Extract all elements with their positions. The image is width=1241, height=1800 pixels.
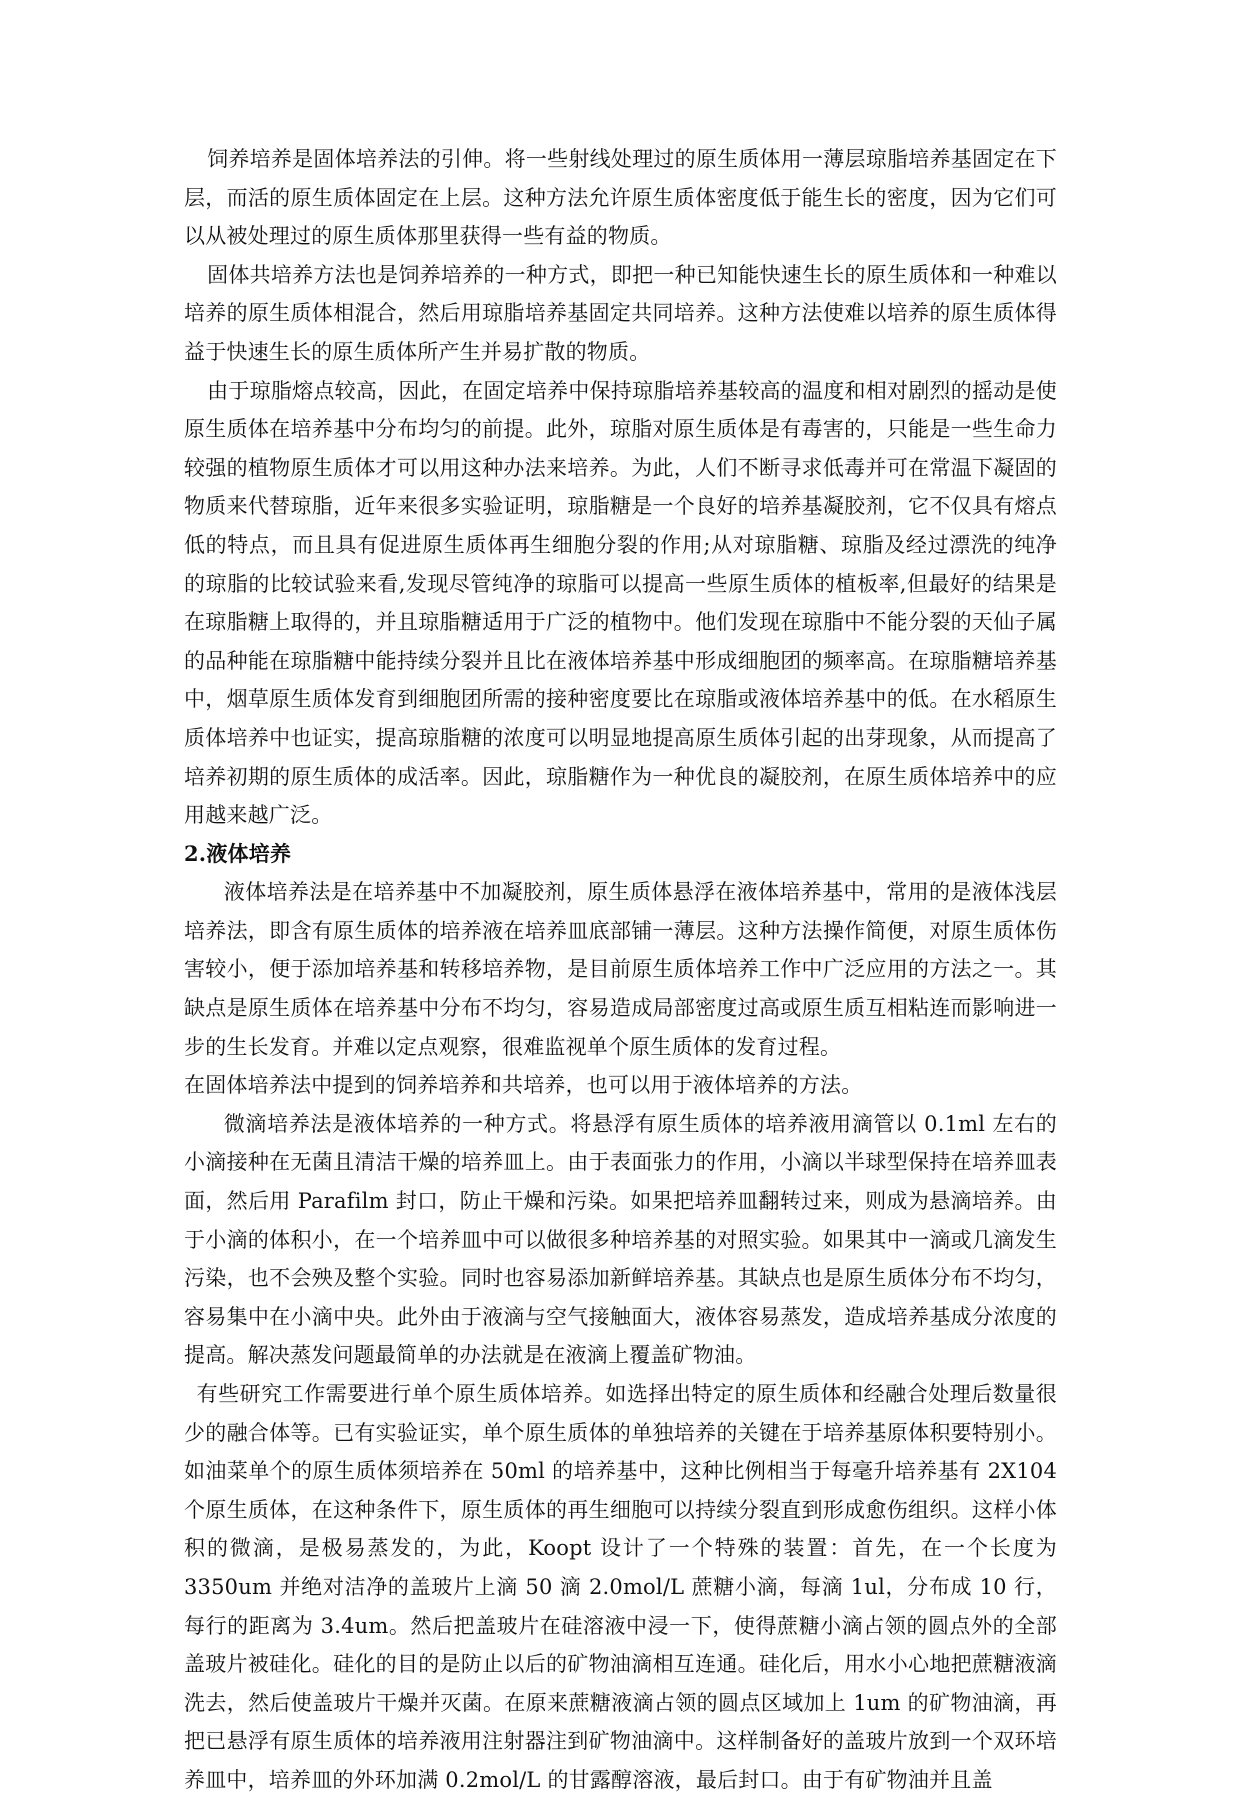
- paragraph-single-protoplast: 有些研究工作需要进行单个原生质体培养。如选择出特定的原生质体和经融合处理后数量很少的融合体等。已有实验证实，单个原生质体的单独培养的关键在于培养基原体积要特别小。如油菜单个的原生质体须培养在 50ml 的培养基中，这种比例相当于每毫升培养基有 2X104 个原生质体，在这种条件下，原生质体的再生细胞可以持续分裂直到形成愈伤组织。这样小体积的微滴，是极易蒸发的，为此，Koopt 设计了一个特殊的装置：首先，在一个长度为 3350um 并绝对洁净的盖玻片上滴 50 滴 2.0mol/L 蔗糖小滴，每滴 1ul，分布成 10 行，每行的距离为 3.4um。然后把盖玻片在硅溶液中浸一下，使得蔗糖小滴占领的圆点外的全部盖玻片被硅化。硅化的目的是防止以后的矿物油滴相互连通。硅化后，用水小心地把蔗糖液滴洗去，然后使盖玻片干燥并灭菌。在原来蔗糖液滴占领的圆点区域加上 1um 的矿物油滴，再把已悬浮有原生质体的培养液用注射器注到矿物油滴中。这样制备好的盖玻片放到一个双环培养皿中，培养皿的外环加满 0.2mol/L 的甘露醇溶液，最后封口。由于有矿物油并且盖: [184, 1382, 1057, 1792]
- section-heading-liquid-culture: 2.液体培养: [184, 840, 292, 866]
- paragraph-liquid-feeder: 在固体培养法中提到的饲养培养和共培养，也可以用于液体培养的方法。: [184, 1073, 863, 1098]
- paragraph-agarose: 由于琼脂熔点较高，因此，在固定培养中保持琼脂培养基较高的温度和相对剧烈的摇动是使原生质体在培养基中分布均匀的前提。此外，琼脂对原生质体是有毒害的，只能是一些生命力较强的植物原生质体才可以用这种办法来培养。为此，人们不断寻求低毒并可在常温下凝固的物质来代替琼脂，近年来很多实验证明，琼脂糖是一个良好的培养基凝胶剂，它不仅具有熔点低的特点，而且具有促进原生质体再生细胞分裂的作用;从对琼脂糖、琼脂及经过漂洗的纯净的琼脂的比较试验来看,发现尽管纯净的琼脂可以提高一些原生质体的植板率,但最好的结果是在琼脂糖上取得的，并且琼脂糖适用于广泛的植物中。他们发现在琼脂中不能分裂的天仙子属的品种能在琼脂糖中能持续分裂并且比在液体培养基中形成细胞团的频率高。在琼脂糖培养基中，烟草原生质体发育到细胞团所需的接种密度要比在琼脂或液体培养基中的低。在水稻原生质体培养中也证实，提高琼脂糖的浓度可以明显地提高原生质体引起的出芽现象，从而提高了培养初期的原生质体的成活率。因此，琼脂糖作为一种优良的凝胶剂，在原生质体培养中的应用越来越广泛。: [184, 378, 1057, 828]
- document-page: [184, 140, 1057, 1800]
- paragraph-feeder-culture: 饲养培养是固体培养法的引伸。将一些射线处理过的原生质体用一薄层琼脂培养基固定在下层，而活的原生质体固定在上层。这种方法允许原生质体密度低于能生长的密度，因为它们可以从被处理过的原生质体那里获得一些有益的物质。: [184, 147, 1057, 249]
- paragraph-liquid-culture: 液体培养法是在培养基中不加凝胶剂，原生质体悬浮在液体培养基中，常用的是液体浅层培养法，即含有原生质体的培养液在培养皿底部铺一薄层。这种方法操作简便，对原生质体伤害较小，便于添加培养基和转移培养物，是目前原生质体培养工作中广泛应用的方法之一。其缺点是原生质体在培养基中分布不均匀，容易造成局部密度过高或原生质互相粘连而影响进一步的生长发育。并难以定点观察，很难监视单个原生质体的发育过程。: [184, 880, 1057, 1059]
- paragraph-microdrop-culture: 微滴培养法是液体培养的一种方式。将悬浮有原生质体的培养液用滴管以 0.1ml 左右的小滴接种在无菌且清洁干燥的培养皿上。由于表面张力的作用，小滴以半球型保持在培养皿表面，然后用 Parafilm 封口，防止干燥和污染。如果把培养皿翻转过来，则成为悬滴培养。由于小滴的体积小，在一个培养皿中可以做很多种培养基的对照实验。如果其中一滴或几滴发生污染，也不会殃及整个实验。同时也容易添加新鲜培养基。其缺点也是原生质体分布不均匀，容易集中在小滴中央。此外由于液滴与空气接触面大，液体容易蒸发，造成培养基成分浓度的提高。解决蒸发问题最简单的办法就是在液滴上覆盖矿物油。: [184, 1111, 1057, 1368]
- paragraph-co-culture: 固体共培养方法也是饲养培养的一种方式，即把一种已知能快速生长的原生质体和一种难以培养的原生质体相混合，然后用琼脂培养基固定共同培养。这种方法使难以培养的原生质体得益于快速生长的原生质体所产生并易扩散的物质。: [184, 262, 1057, 364]
